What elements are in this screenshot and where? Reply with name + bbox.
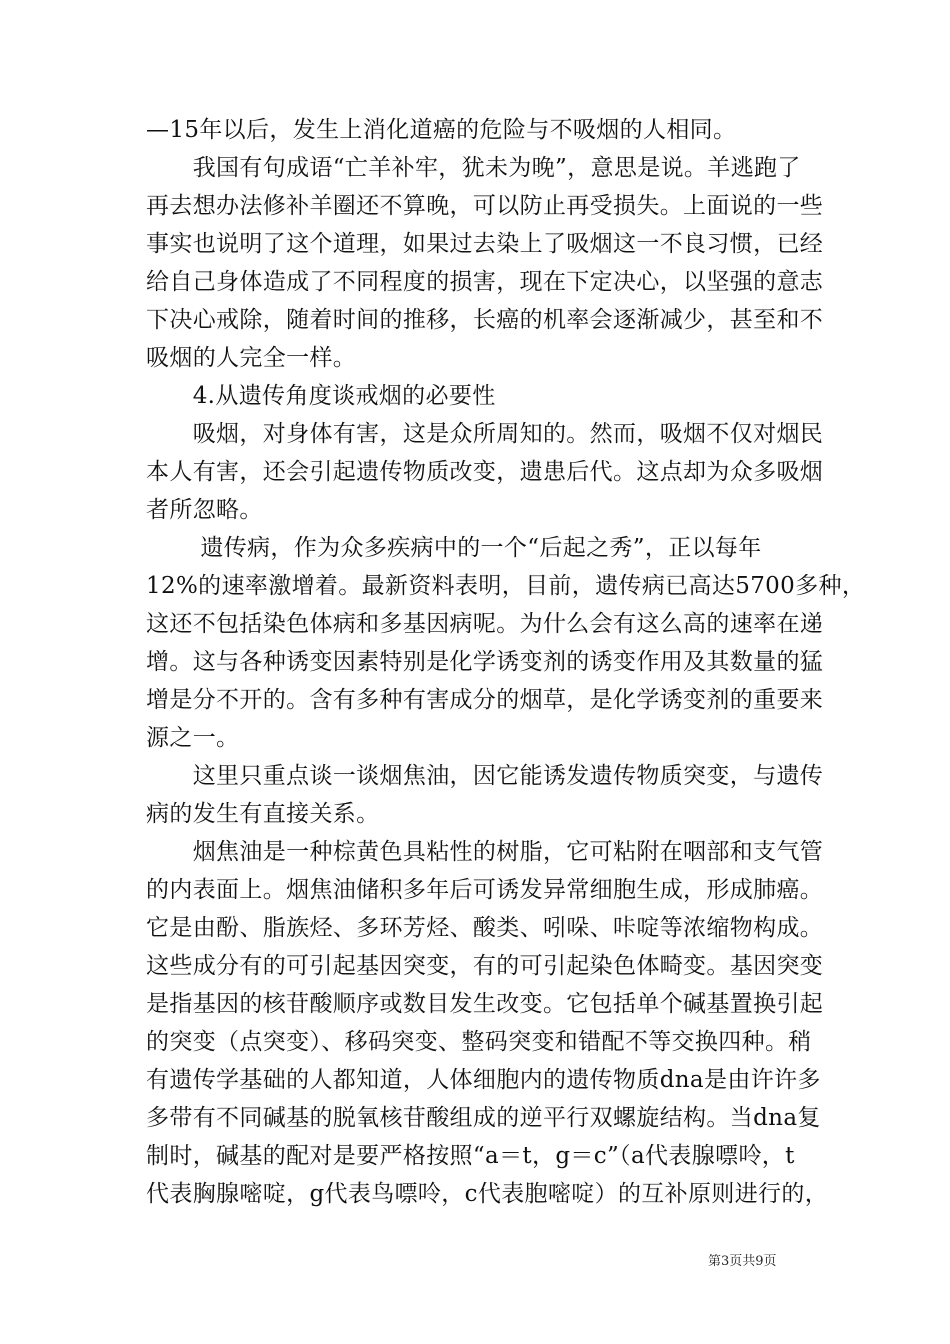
text-line: 事实也说明了这个道理，如果过去染上了吸烟这一不良习惯，已经 [146, 231, 824, 257]
text-line: 增。这与各种诱变因素特别是化学诱变剂的诱变作用及其数量的猛 [146, 649, 824, 675]
text-line: 代表胸腺嘧啶，g代表鸟嘌呤，c代表胞嘧啶）的互补原则进行的， [146, 1181, 829, 1207]
text-line: 遗传病，作为众多疾病中的一个“后起之秀”，正以每年 [146, 535, 762, 561]
text-line: 12%的速率激增着。最新资料表明，目前，遗传病已高达5700多种， [146, 573, 866, 599]
text-line: 有遗传学基础的人都知道，人体细胞内的遗传物质dna是由许许多 [146, 1067, 821, 1093]
text-line: 者所忽略。 [146, 497, 263, 523]
text-line: 下决心戒除，随着时间的推移，长癌的机率会逐渐减少，甚至和不 [146, 307, 824, 333]
text-line: 本人有害，还会引起遗传物质改变，遗患后代。这点却为众多吸烟 [146, 459, 824, 485]
text-line: 增是分不开的。含有多种有害成分的烟草，是化学诱变剂的重要来 [146, 687, 824, 713]
text-line: 烟焦油是一种棕黄色具粘性的树脂，它可粘附在咽部和支气管 [146, 839, 824, 865]
text-line: 我国有句成语“亡羊补牢，犹未为晚”，意思是说。羊逃跑了 [146, 155, 801, 181]
text-line: 吸烟，对身体有害，这是众所周知的。然而，吸烟不仅对烟民 [146, 421, 824, 447]
text-line: —15年以后，发生上消化道癌的危险与不吸烟的人相同。 [146, 117, 737, 143]
text-line: 这里只重点谈一谈烟焦油，因它能诱发遗传物质突变，与遗传 [146, 763, 824, 789]
text-line: 的内表面上。烟焦油储积多年后可诱发异常细胞生成，形成肺癌。 [146, 877, 824, 903]
text-line: 病的发生有直接关系。 [146, 801, 380, 827]
text-line: 给自己身体造成了不同程度的损害，现在下定决心，以坚强的意志 [146, 269, 824, 295]
text-line: 制时，碱基的配对是要严格按照“a＝t，g＝c”（a代表腺嘌呤，t [146, 1143, 795, 1169]
page-number-footer: 第3页共9页 [708, 1254, 777, 1269]
text-line: 源之一。 [146, 725, 240, 751]
text-line: 是指基因的核苷酸顺序或数目发生改变。它包括单个碱基置换引起 [146, 991, 824, 1017]
text-line: 吸烟的人完全一样。 [146, 345, 357, 371]
text-line: 它是由酚、脂族烃、多环芳烃、酸类、吲哚、咔啶等浓缩物构成。 [146, 915, 824, 941]
text-line: 再去想办法修补羊圈还不算晚，可以防止再受损失。上面说的一些 [146, 193, 824, 219]
text-line: 这还不包括染色体病和多基因病呢。为什么会有这么高的速率在递 [146, 611, 824, 637]
section-heading: 4.从遗传角度谈戒烟的必要性 [146, 383, 496, 409]
text-line: 这些成分有的可引起基因突变，有的可引起染色体畸变。基因突变 [146, 953, 824, 979]
text-line: 的突变（点突变）、移码突变、整码突变和错配不等交换四种。稍 [146, 1029, 812, 1055]
text-line: 多带有不同碱基的脱氧核苷酸组成的逆平行双螺旋结构。当dna复 [146, 1105, 821, 1131]
document-body [146, 111, 866, 1213]
